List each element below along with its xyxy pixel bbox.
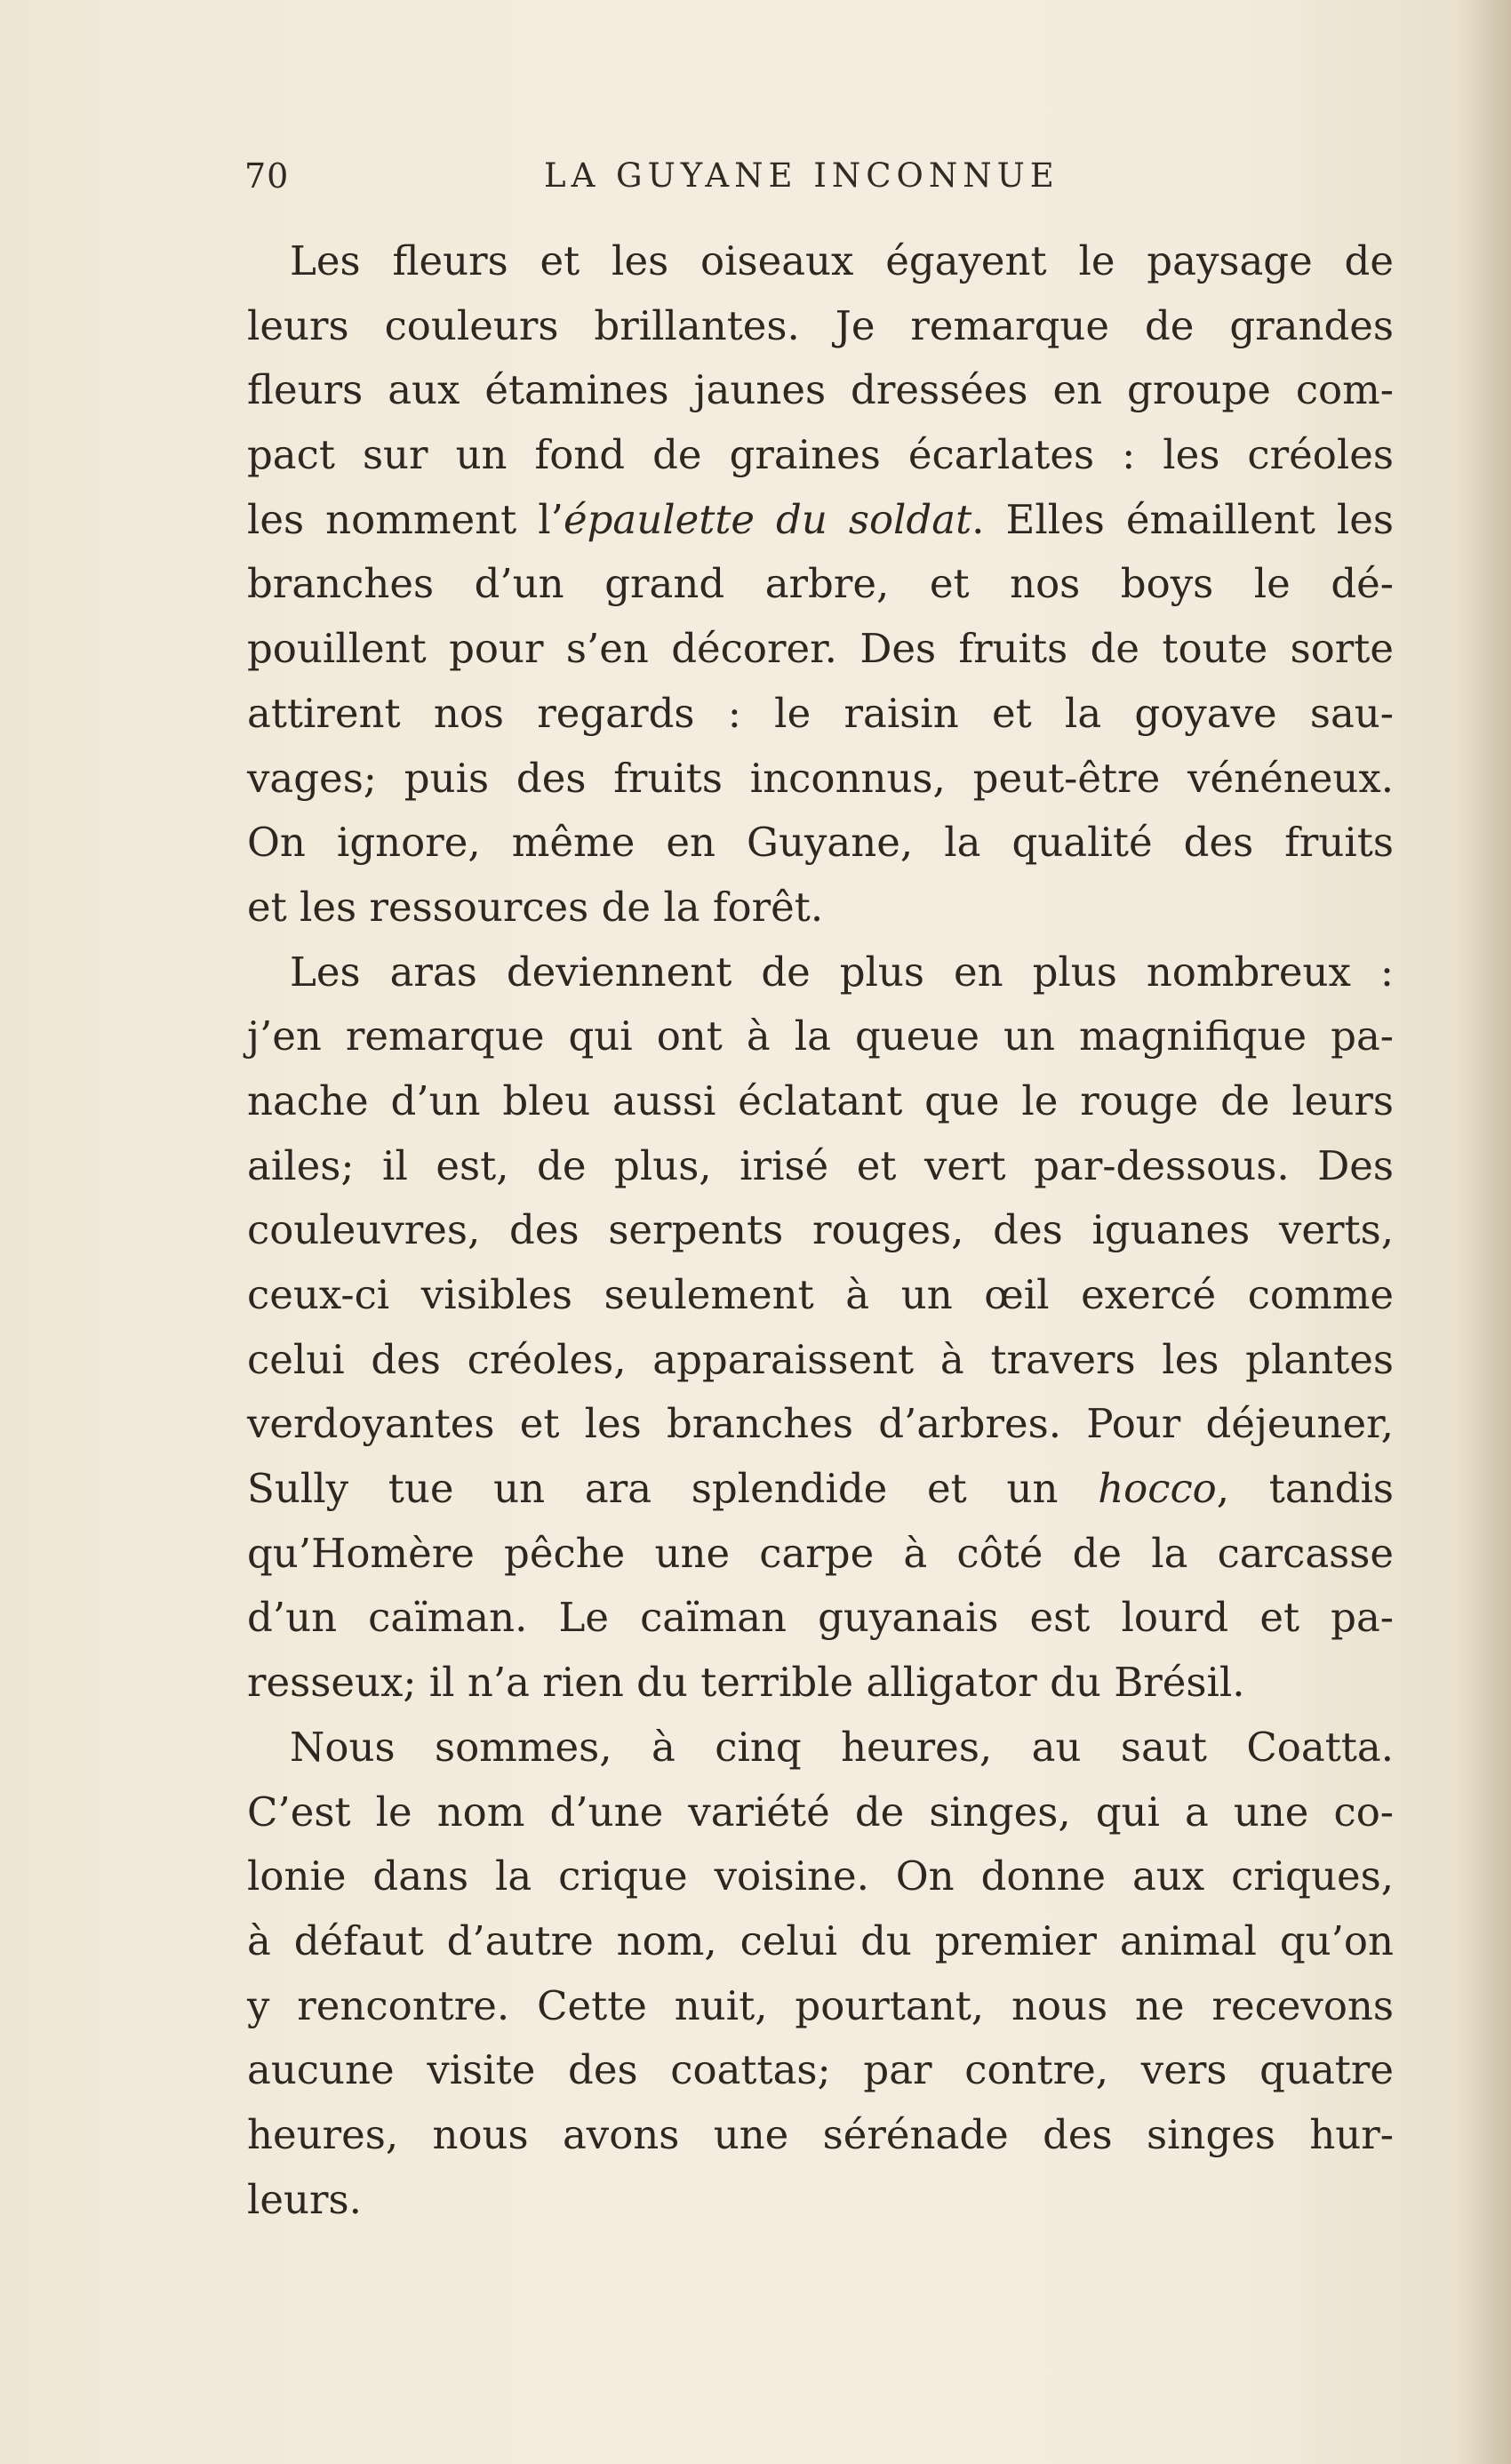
text-line: qu’Homère pêche une carpe à côté de la carcasse [247,1529,1394,1577]
text-line: Les aras deviennent de plus en plus nombreux : [290,948,1394,996]
italic-term: hocco [1098,1465,1217,1513]
text-line: et les ressources de la forêt. [247,883,824,931]
text-run: Sully tue un ara splendide et un [247,1465,1099,1513]
text-line: ceux-ci visibles seulement à un œil exercé comme [247,1271,1394,1318]
text-line: ailes; il est, de plus, irisé et vert par-dessous. Des [247,1141,1394,1189]
text-line: fleurs aux étamines jaunes dressées en groupe com- [247,366,1394,414]
running-header [0,156,1511,210]
text-line: à défaut d’autre nom, celui du premier animal qu’on [247,1916,1394,1964]
text-line: couleuvres, des serpents rouges, des iguanes verts, [247,1206,1394,1254]
body-text [247,229,1394,2232]
text-line: j’en remarque qui ont à la queue un magnifique pa- [247,1012,1394,1060]
text-line: lonie dans la crique voisine. On donne aux criques, [247,1852,1394,1900]
text-run: . Elles émaillent les [971,495,1394,543]
page-number: 70 [244,156,290,196]
text-line: pact sur un fond de graines écarlates : les créoles [247,431,1394,479]
text-line: heures, nous avons une sérénade des singes hur- [247,2110,1394,2158]
text-line [247,488,1394,553]
paragraph [247,229,1394,940]
text-line: pouillent pour s’en décorer. Des fruits de toute sorte [247,625,1394,673]
text-line: C’est le nom d’une variété de singes, qui a une co- [247,1788,1394,1836]
text-line: leurs. [247,2175,362,2223]
text-run: , tandis [1216,1465,1394,1513]
text-line [247,1457,1394,1522]
text-line: Nous sommes, à cinq heures, au saut Coatta. [290,1723,1394,1771]
text-line: y rencontre. Cette nuit, pourtant, nous ne recevons [247,1981,1394,2029]
page-edge-shadow [1458,0,1511,2464]
paragraph [247,940,1394,1716]
text-line: attirent nos regards : le raisin et la goyave sau- [247,689,1394,737]
text-line: aucune visite des coattas; par contre, vers quatre [247,2046,1394,2094]
text-line: Les fleurs et les oiseaux égayent le paysage de [290,237,1394,284]
text-line: d’un caïman. Le caïman guyanais est lourd et pa- [247,1594,1394,1642]
text-line: vages; puis des fruits inconnus, peut-être vénéneux. [247,754,1394,802]
text-line: verdoyantes et les branches d’arbres. Pour déjeuner, [247,1400,1394,1448]
text-run: les nomment l’ [247,495,564,543]
text-line: leurs couleurs brillantes. Je remarque de grandes [247,301,1394,349]
running-title: LA GUYANE INCONNUE [544,156,1059,195]
paragraph [247,1716,1394,2233]
text-line: branches d’un grand arbre, et nos boys le dé- [247,560,1394,608]
text-line: nache d’un bleu aussi éclatant que le rouge de leurs [247,1076,1394,1124]
text-line: On ignore, même en Guyane, la qualité des fruits [247,819,1394,867]
text-line: celui des créoles, apparaissent à travers les plantes [247,1335,1394,1383]
italic-term: épaulette du soldat [563,495,972,543]
text-line: resseux; il n’a rien du terrible alligator du Brésil. [247,1659,1245,1707]
